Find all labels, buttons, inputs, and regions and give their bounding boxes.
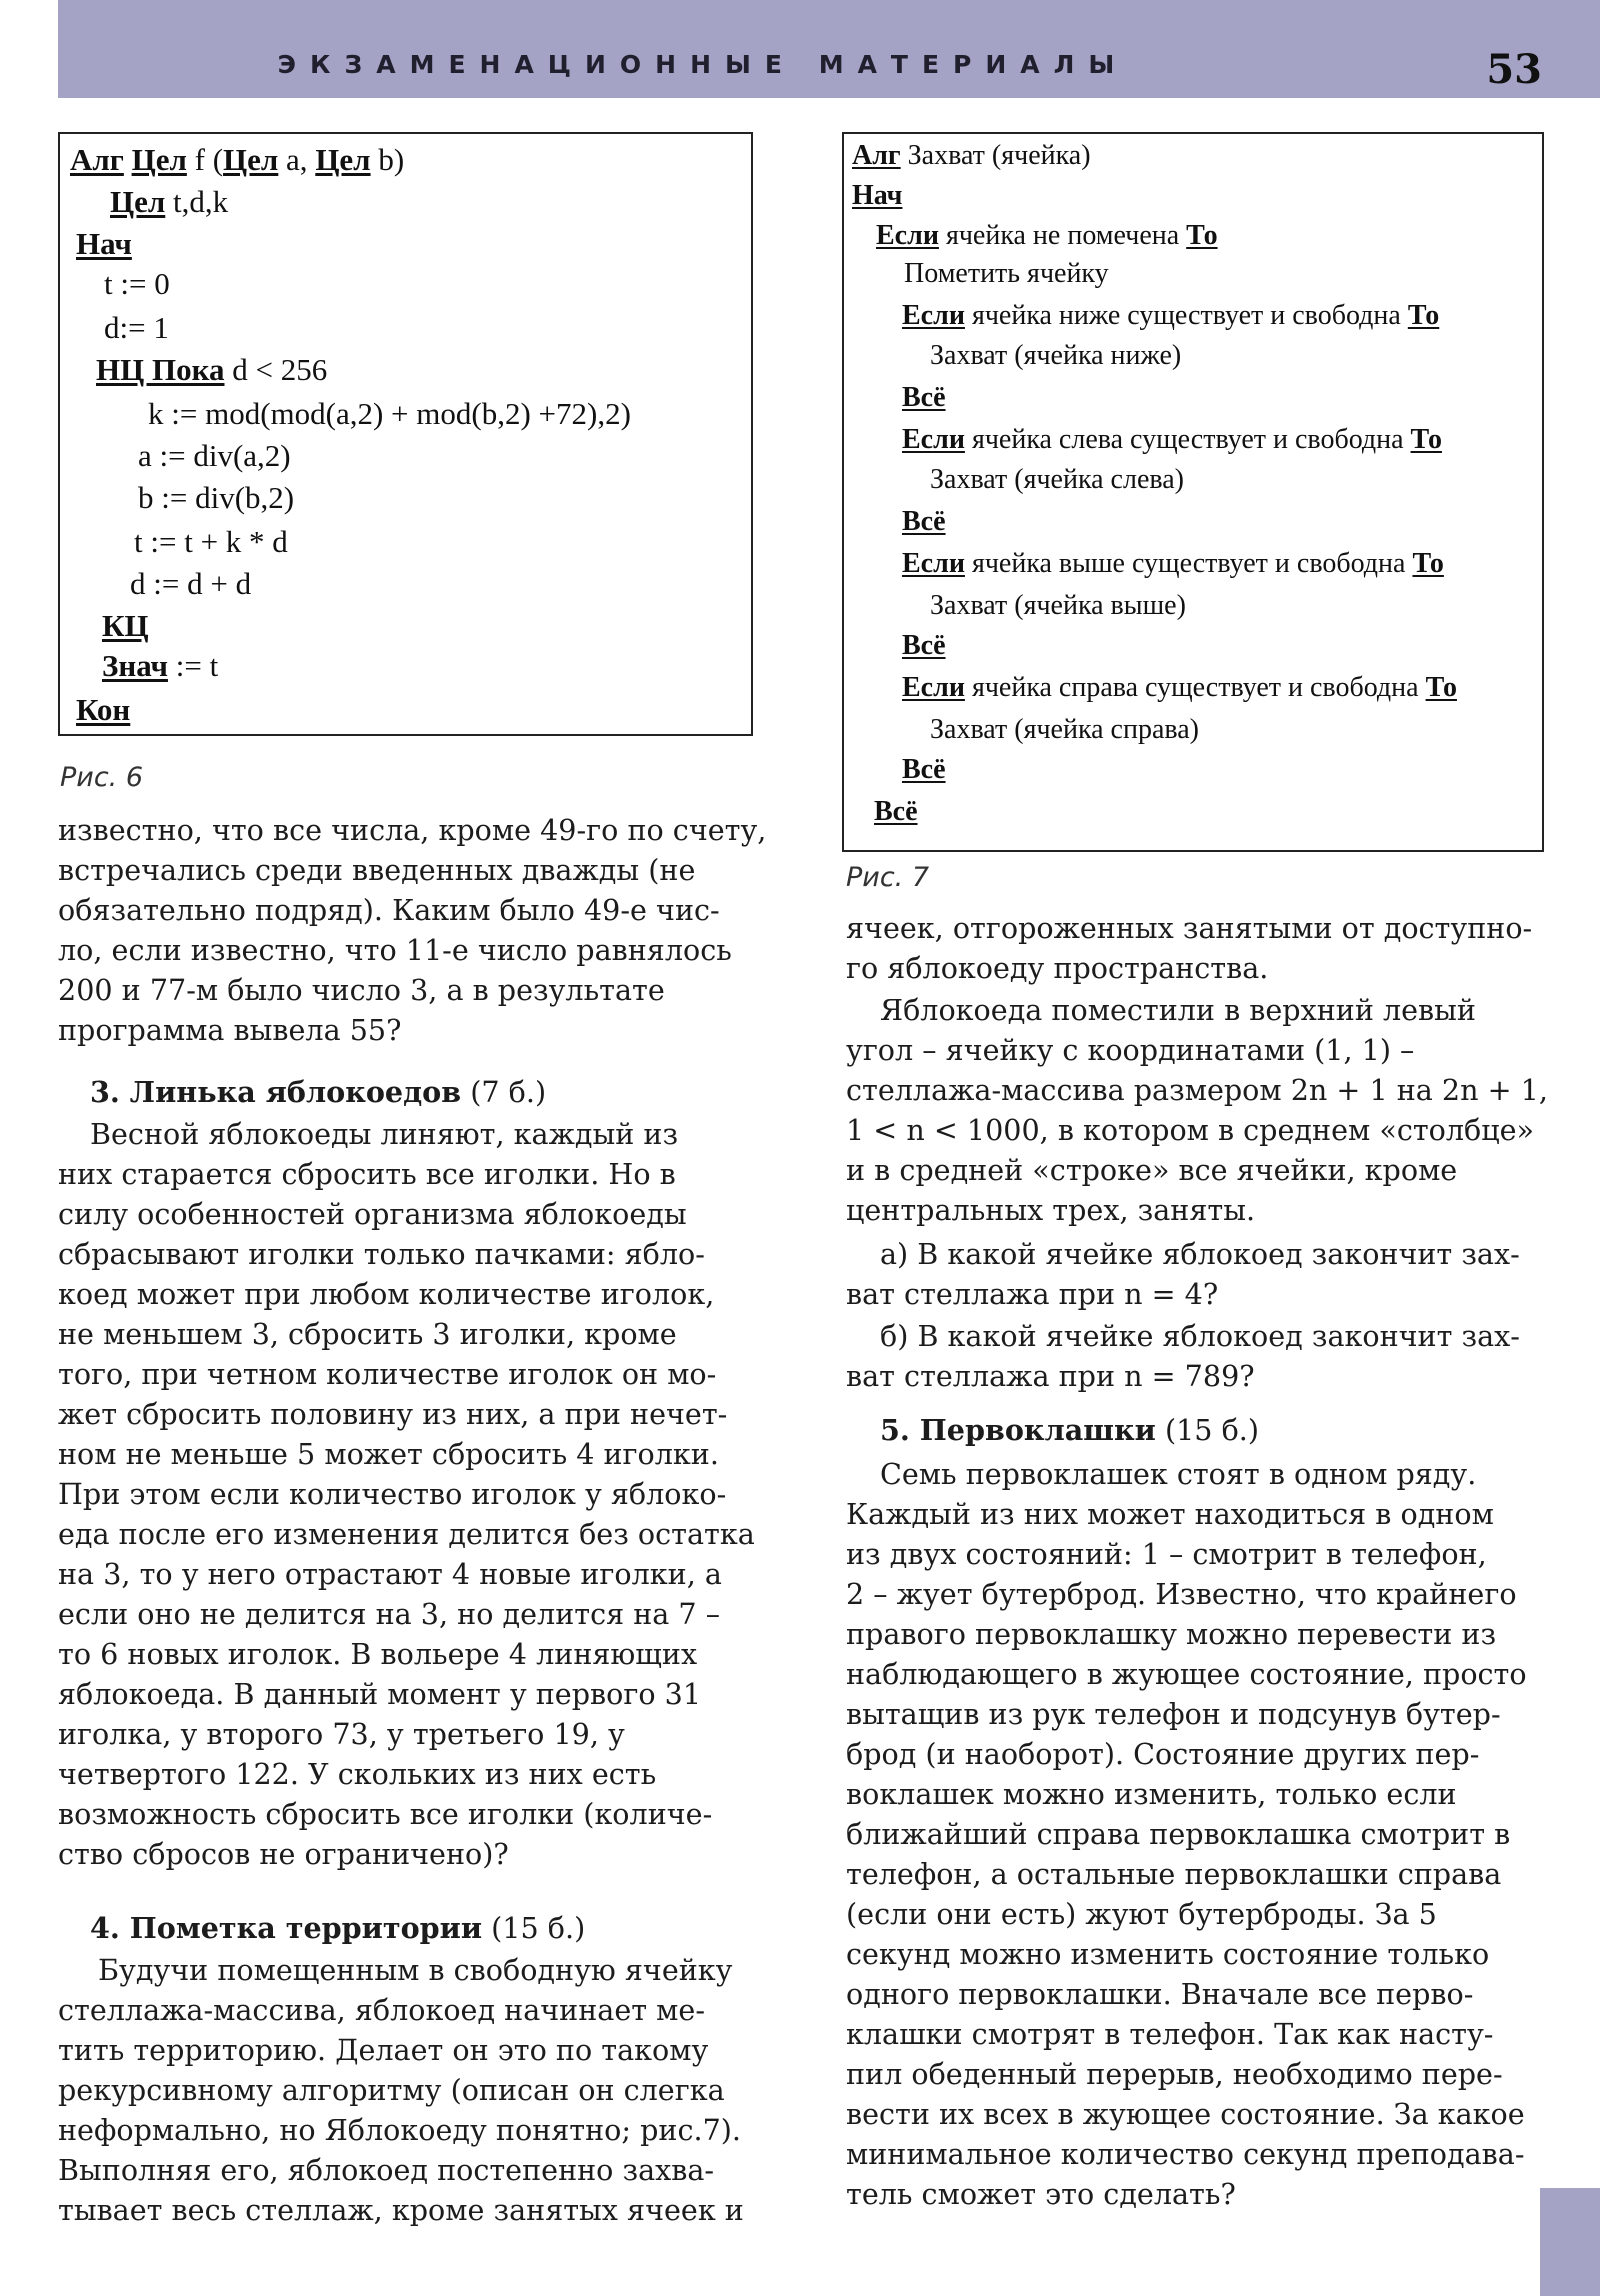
text-line: них старается сбросить все иголки. Но в: [58, 1157, 676, 1191]
code-line: [138, 480, 294, 516]
code-line: [102, 608, 149, 644]
code-text: t,d,k: [165, 184, 229, 219]
text-line: обязательно подряд). Каким было 49-е чис-: [58, 893, 720, 927]
code-text: Пометить ячейку: [904, 258, 1109, 289]
task-4-heading: [90, 1908, 585, 1948]
code-keyword: Всё: [874, 796, 918, 827]
text-line: тель сможет это сделать?: [846, 2177, 1236, 2211]
code-line: [876, 220, 1218, 252]
text-line: клашки смотрят в телефон. Так как насту-: [846, 2017, 1494, 2051]
code-keyword: Всё: [902, 754, 946, 785]
code-line: [130, 566, 251, 602]
code-line: [76, 692, 130, 728]
code-line: [902, 672, 1457, 704]
code-line: [902, 754, 946, 786]
code-keyword: Алг: [70, 142, 124, 177]
text-line: четвертого 122. У скольких из них есть: [58, 1757, 657, 1791]
text-line: тить территорию. Делает он это по такому: [58, 2033, 709, 2067]
code-text: b := div(b,2): [138, 480, 295, 515]
code-line: [852, 180, 902, 212]
text-line: иголка, у второго 73, у третьего 19, у: [58, 1717, 625, 1751]
text-line: минимальное количество секунд преподава-: [846, 2137, 1525, 2171]
code-text: d < 256: [224, 352, 328, 387]
code-text: ячейка слева существует и свободна: [964, 424, 1411, 455]
code-keyword: НЦ Пока: [96, 352, 225, 387]
code-line: [930, 590, 1186, 622]
text-line: если оно не делится на 3, но делится на 7 –: [58, 1597, 721, 1631]
code-keyword: КЦ: [102, 608, 149, 643]
task-4-title: 4. Пометка территории: [90, 1911, 483, 1945]
text-line: ячеек, отгороженных занятыми от доступно-: [846, 911, 1533, 945]
text-line: встречались среди введенных дважды (не: [58, 853, 696, 887]
text-line: Каждый из них может находиться в одном: [846, 1497, 1494, 1531]
code-line: [930, 714, 1199, 746]
code-text: := t: [167, 648, 219, 683]
task-3-heading: [90, 1072, 546, 1112]
figure-6-caption: Рис. 6: [60, 762, 144, 793]
code-line: [76, 226, 132, 262]
code-keyword: То: [1425, 672, 1457, 703]
code-text: Захват (ячейка выше): [930, 590, 1186, 621]
code-keyword: Цел: [110, 184, 166, 219]
task-5-heading: [880, 1410, 1259, 1450]
code-keyword: Если: [902, 300, 965, 331]
text-line: наблюдающего в жующее состояние, просто: [846, 1657, 1527, 1691]
text-line: программа вывела 55?: [58, 1013, 402, 1047]
text-line: пил обеденный перерыв, необходимо пере-: [846, 2057, 1503, 2091]
text-line: 1 < n < 1000, в котором в среднем «столбце»: [846, 1113, 1535, 1147]
code-text: d := d + d: [130, 566, 252, 601]
text-line: ближайший справа первоклашка смотрит в: [846, 1817, 1511, 1851]
text-line: стеллажа-массива, яблокоед начинает ме-: [58, 1993, 706, 2027]
text-line: того, при четном количестве иголок он мо-: [58, 1357, 717, 1391]
text-line: правого первоклашку можно перевести из: [846, 1617, 1497, 1651]
text-line: Выполняя его, яблокоед постепенно захва-: [58, 2153, 715, 2187]
text-line: рекурсивному алгоритму (описан он слегка: [58, 2073, 725, 2107]
text-line: угол – ячейку с координатами (1, 1) –: [846, 1033, 1415, 1067]
text-line: воклашек можно изменить, только если: [846, 1777, 1457, 1811]
text-line: одного первоклашки. Вначале все перво-: [846, 1977, 1474, 2011]
code-line: [930, 464, 1184, 496]
code-line: [138, 438, 291, 474]
text-line: еда после его изменения делится без остатка: [58, 1517, 755, 1551]
text-line: го яблокоеду пространства.: [846, 951, 1269, 985]
code-line: [902, 300, 1439, 332]
code-keyword: Нач: [852, 180, 903, 211]
text-line: секунд можно изменить состояние только: [846, 1937, 1490, 1971]
text-line: б) В какой ячейке яблокоед закончит зах-: [880, 1319, 1520, 1353]
code-line: [134, 524, 288, 560]
task-3-title: 3. Линька яблокоедов: [90, 1075, 462, 1109]
code-text: ячейка справа существует и свободна: [964, 672, 1426, 703]
code-text: Захват (ячейка слева): [930, 464, 1184, 495]
text-line: известно, что все числа, кроме 49-го по счету,: [58, 813, 767, 847]
text-line: силу особенностей организма яблокоеды: [58, 1197, 687, 1231]
code-text: ячейка ниже существует и свободна: [964, 300, 1408, 331]
figure-6-code-box: [58, 132, 753, 736]
text-line: ство сбросов не ограничено)?: [58, 1837, 509, 1871]
text-line: ват стеллажа при n = 4?: [846, 1277, 1219, 1311]
code-text: ячейка выше существует и свободна: [964, 548, 1413, 579]
code-line: [902, 630, 946, 662]
text-line: а) В какой ячейке яблокоед закончит зах-: [880, 1237, 1520, 1271]
code-line: [96, 352, 327, 388]
text-line: 2 – жует бутерброд. Известно, что крайнего: [846, 1577, 1517, 1611]
code-keyword: Алг: [852, 140, 901, 171]
code-keyword: Цел: [315, 142, 371, 177]
code-line: [902, 548, 1444, 580]
text-line: Семь первоклашек стоят в одном ряду.: [880, 1457, 1477, 1491]
code-keyword: То: [1412, 548, 1444, 579]
text-line: стеллажа-массива размером 2n + 1 на 2n + 1,: [846, 1073, 1548, 1107]
code-text: ячейка не помечена: [938, 220, 1187, 251]
code-keyword: Кон: [76, 692, 131, 727]
text-line: (если они есть) жуют бутерброды. За 5: [846, 1897, 1437, 1931]
code-line: [104, 310, 169, 346]
code-text: t := 0: [104, 266, 170, 301]
code-line: [148, 396, 631, 432]
text-line: вести их всех в жующее состояние. За какое: [846, 2097, 1525, 2131]
code-keyword: То: [1186, 220, 1218, 251]
text-line: неформально, но Яблокоеду понятно; рис.7).: [58, 2113, 742, 2147]
text-line: возможность сбросить все иголки (количе-: [58, 1797, 713, 1831]
code-keyword: То: [1407, 300, 1440, 331]
header-band: [58, 0, 1600, 98]
text-line: центральных трех, заняты.: [846, 1193, 1256, 1227]
code-line: [930, 340, 1181, 372]
page-number: 53: [1486, 46, 1542, 93]
code-line: [104, 266, 170, 302]
text-line: ном не меньше 5 может сбросить 4 иголки.: [58, 1437, 719, 1471]
text-line: ло, если известно, что 11-е число равнялось: [58, 933, 732, 967]
text-line: брод (и наоборот). Состояние других пер-: [846, 1737, 1480, 1771]
code-text: a,: [278, 142, 316, 177]
code-keyword: Если: [902, 424, 965, 455]
code-line: [110, 184, 228, 220]
text-line: не меньшем 3, сбросить 3 иголки, кроме: [58, 1317, 677, 1351]
text-line: то 6 новых иголок. В вольере 4 линяющих: [58, 1637, 698, 1671]
code-line: [874, 796, 918, 828]
text-line: яблокоеда. В данный момент у первого 31: [58, 1677, 702, 1711]
code-line: [902, 424, 1442, 456]
code-text: t := t + k * d: [134, 524, 288, 559]
task-5-title: 5. Первоклашки: [880, 1413, 1156, 1447]
code-text: k := mod(mod(a,2) + mod(b,2) +72),2): [148, 396, 631, 431]
text-line: При этом если количество иголок у яблоко-: [58, 1477, 727, 1511]
code-text: Захват (ячейка ниже): [930, 340, 1182, 371]
code-line: [102, 648, 218, 684]
code-keyword: Нач: [76, 226, 132, 261]
code-keyword: То: [1410, 424, 1442, 455]
text-line: 200 и 77-м было число 3, а в результате: [58, 973, 665, 1007]
code-text: a := div(a,2): [138, 438, 291, 473]
code-text: b): [370, 142, 405, 177]
code-text: f (: [186, 142, 224, 177]
text-line: жет сбросить половину из них, а при нечет-: [58, 1397, 728, 1431]
code-keyword: Если: [902, 672, 965, 703]
text-line: Весной яблокоеды линяют, каждый из: [90, 1117, 679, 1151]
text-line: телефон, а остальные первоклашки справа: [846, 1857, 1502, 1891]
task-3-score: (7 б.): [461, 1075, 547, 1109]
code-line: [904, 258, 1109, 290]
code-keyword: Знач: [102, 648, 168, 683]
code-keyword: Всё: [902, 630, 946, 661]
code-line: [70, 142, 404, 178]
code-text: Захват (ячейка справа): [930, 714, 1199, 745]
figure-7-caption: Рис. 7: [846, 862, 930, 893]
text-line: Яблокоеда поместили в верхний левый: [880, 993, 1476, 1027]
text-line: и в средней «строке» все ячейки, кроме: [846, 1153, 1458, 1187]
text-line: Будучи помещенным в свободную ячейку: [98, 1953, 733, 1987]
code-keyword: Всё: [902, 382, 946, 413]
text-line: ват стеллажа при n = 789?: [846, 1359, 1255, 1393]
task-4-score: (15 б.): [482, 1911, 586, 1945]
text-line: из двух состояний: 1 – смотрит в телефон,: [846, 1537, 1487, 1571]
code-keyword: Цел: [131, 142, 187, 177]
code-text: d:= 1: [104, 310, 169, 345]
running-header-title: ЭКЗАМЕНАЦИОННЫЕ МАТЕРИАЛЫ: [277, 50, 1129, 79]
text-line: коед может при любом количестве иголок,: [58, 1277, 715, 1311]
code-keyword: Всё: [902, 506, 946, 537]
code-line: [852, 140, 1091, 172]
text-line: тывает весь стеллаж, кроме занятых ячеек и: [58, 2193, 744, 2227]
code-text: Захват (ячейка): [900, 140, 1091, 171]
code-keyword: Цел: [223, 142, 279, 177]
text-line: вытащив из рук телефон и подсунув бутер-: [846, 1697, 1501, 1731]
code-keyword: Если: [876, 220, 939, 251]
task-5-score: (15 б.): [1155, 1413, 1260, 1447]
code-line: [902, 506, 946, 538]
page-corner-tab: [1540, 2188, 1600, 2296]
text-line: на 3, то у него отрастают 4 новые иголки, а: [58, 1557, 722, 1591]
figure-7-code-box: [842, 132, 1544, 852]
code-keyword: Если: [902, 548, 965, 579]
code-line: [902, 382, 946, 414]
text-line: сбрасывают иголки только пачками: ябло-: [58, 1237, 705, 1271]
